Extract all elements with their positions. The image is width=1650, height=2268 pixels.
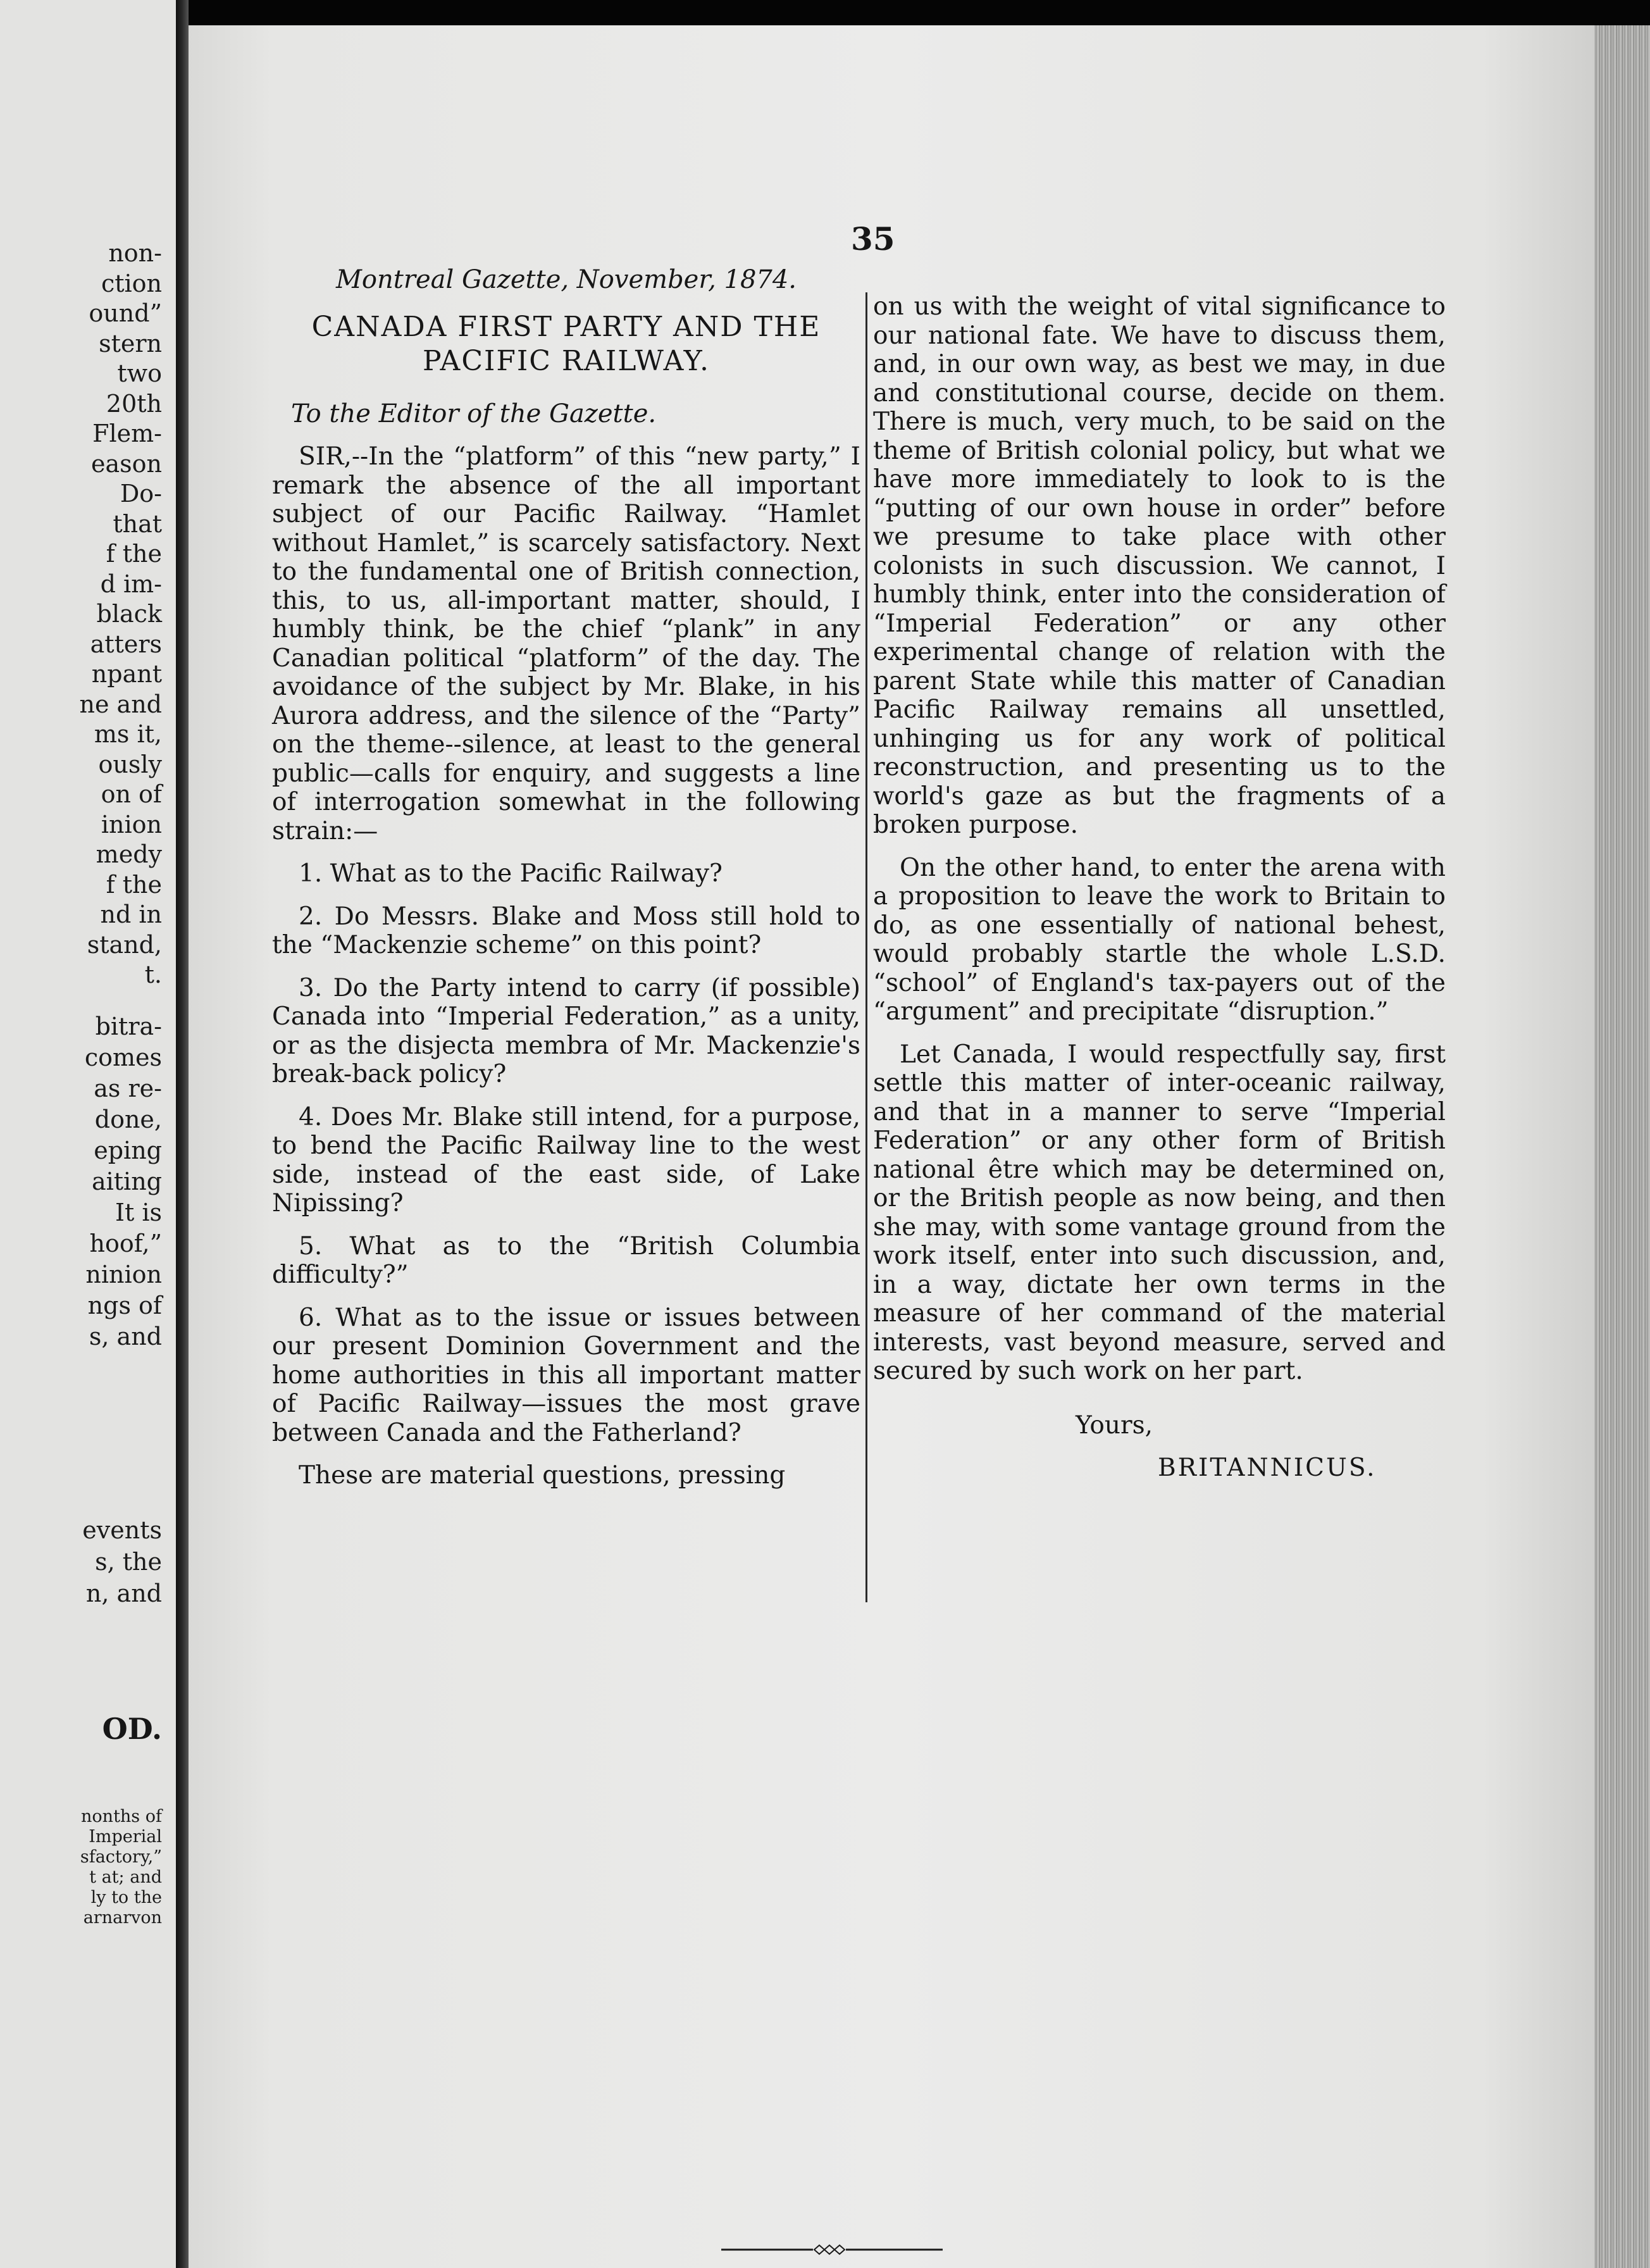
- left-page-fragment: stern: [99, 329, 162, 358]
- left-page-fragment: that: [113, 509, 162, 538]
- article-right-column: [873, 292, 1446, 1483]
- left-page-fragment: ously: [98, 750, 162, 778]
- question-1: 1. What as to the Pacific Railway?: [299, 859, 723, 888]
- scan-border-top: [189, 0, 1650, 25]
- page-number: 35: [851, 220, 895, 258]
- page-edges: [1594, 25, 1650, 2268]
- left-page-heading: OD.: [102, 1712, 162, 1746]
- left-page-fragment: comes: [84, 1044, 162, 1071]
- question-6: 6. What as to the issue or issues between our present Dominion Government and the home authorities in this all important matter of Pacific Railway—issues the most grave between Canada and the Fatherland?: [272, 1303, 860, 1447]
- left-page-fragment: non-: [108, 239, 162, 267]
- left-page-fragment: eason: [91, 449, 162, 478]
- left-page-fragment: arnarvon: [83, 1908, 162, 1928]
- question-4: 4. Does Mr. Blake still intend, for a purpose, to bend the Pacific Railway line to the west side, instead of the east side, of Lake Nipissing?: [272, 1102, 860, 1218]
- left-page-fragment: black: [96, 600, 162, 628]
- left-page-fragment: Do-: [120, 480, 162, 508]
- left-page-fragment: Imperial: [89, 1827, 162, 1847]
- left-page-fragment: as re-: [94, 1075, 162, 1102]
- left-page-fragment: stand,: [87, 930, 162, 959]
- left-page-fragment: aiting: [91, 1168, 162, 1195]
- left-page-fragment: on of: [101, 780, 162, 808]
- closing-line: These are material questions, pressing: [299, 1461, 786, 1490]
- left-page-fragment: npant: [91, 660, 162, 688]
- left-page-fragment: nd in: [100, 900, 162, 928]
- left-page-fragment: medy: [96, 840, 162, 868]
- right-paragraph-3: Let Canada, I would respectfully say, first settle this matter of inter-oceanic railway, and that in a manner to serve “Imperial Federation” or any other form of British national être which may be determined on, or the British people as now being, and then she may, with some vantage ground from the work itself, enter into such discussion, and, in a way, dictate her own terms in the measure of her command of the material interests, vast beyond measure, served and secured by such work on her part.: [873, 1040, 1446, 1385]
- left-page-fragment: s, and: [89, 1323, 162, 1350]
- signature: BRITANNICUS.: [1158, 1454, 1377, 1482]
- left-page-fragment: hoof,”: [89, 1230, 162, 1257]
- book-gutter: [176, 0, 189, 2268]
- left-page-fragment: eping: [94, 1137, 162, 1164]
- question-3: 3. Do the Party intend to carry (if possible) Canada into “Imperial Federation,” as a unity, or as the disjecta membra of Mr. Mackenzie's break-back policy?: [272, 973, 860, 1088]
- dateline: Montreal Gazette, November, 1874.: [335, 265, 797, 294]
- left-page-fragment: inion: [101, 810, 162, 838]
- left-page-fragment: ly to the: [90, 1888, 162, 1907]
- left-page-fragment: ound”: [89, 299, 162, 327]
- left-page-fragment: ction: [101, 269, 162, 297]
- intro-paragraph: SIR,--In the “platform” of this “new party,” I remark the absence of the all important subject of our Pacific Railway. “Hamlet without Hamlet,” is scarcely satisfactory. Next to the fundamental one of British connection, this, to us, all-important matter, should, I humbly think, be the chief “plank” in any Canadian political “platform” of the day. The avoidance of the subject by Mr. Blake, in his Aurora address, and the silence of the “Party” on the theme--silence, at least to the general public—calls for enquiry, and suggests a line of interrogation somewhat in the following strain:—: [272, 442, 860, 845]
- left-page-fragment: 20th: [106, 389, 162, 418]
- left-page-fragment: s, the: [95, 1548, 162, 1576]
- headline: CANADA FIRST PARTY AND THE PACIFIC RAILWAY.: [311, 310, 821, 377]
- left-page-edge: [0, 0, 176, 2268]
- salutation: To the Editor of the Gazette.: [291, 399, 657, 428]
- right-paragraph-1: on us with the weight of vital significance to our national fate. We have to discuss them, and, in our own way, as best we may, in due and constitutional course, decide on them. There is much, very much, to be said on the theme of British colonial policy, but what we have more immediately to look to is the “putting of our own house in order” before we presume to take place with other colonists in such discussion. We cannot, I humbly think, enter into the consideration of “Imperial Federation” or any other experimental change of relation with the parent State while this matter of Canadian Pacific Railway remains all unsettled, unhinging us for any work of political reconstruction, and presenting us to the world's gaze as but the fragments of a broken purpose.: [873, 292, 1446, 839]
- left-page-fragment: sfactory,”: [80, 1847, 162, 1867]
- left-page-fragment: bitra-: [95, 1012, 162, 1040]
- question-5: 5. What as to the “British Columbia difficulty?”: [272, 1231, 860, 1289]
- question-2: 2. Do Messrs. Blake and Moss still hold to the “Mackenzie scheme” on this point?: [272, 902, 860, 959]
- left-page-fragment: f the: [106, 540, 162, 568]
- end-ornament: [721, 2240, 943, 2259]
- left-page-fragment: Flem-: [92, 420, 162, 447]
- left-page-fragment: ninion: [85, 1261, 162, 1288]
- right-paragraph-2: On the other hand, to enter the arena with a proposition to leave the work to Britain to do, as one essentially of national behest, would probably startle the whole L.S.D. “school” of England's tax-payers out of the “argument” and precipitate “disruption.”: [873, 853, 1446, 1026]
- column-rule: [865, 292, 867, 1602]
- left-page-fragment: t.: [144, 961, 162, 988]
- left-page-fragment: done,: [94, 1106, 162, 1133]
- article-left-column: [272, 266, 860, 1490]
- left-page-fragment: atters: [90, 630, 162, 658]
- left-page-fragment: nonths of: [81, 1807, 162, 1826]
- left-page-fragment: t at; and: [89, 1867, 162, 1887]
- left-page-fragment: n, and: [85, 1580, 162, 1607]
- left-page-fragment: events: [82, 1516, 162, 1544]
- left-page-fragment: d im-: [100, 570, 162, 598]
- closing-yours: Yours,: [1076, 1411, 1153, 1440]
- left-page-fragment: two: [117, 359, 162, 387]
- left-page-fragment: ms it,: [94, 720, 162, 748]
- left-page-fragment: f the: [106, 870, 162, 899]
- left-page-fragment: ne and: [79, 690, 162, 718]
- left-page-fragment: ngs of: [87, 1292, 162, 1319]
- left-page-fragment: It is: [115, 1199, 162, 1226]
